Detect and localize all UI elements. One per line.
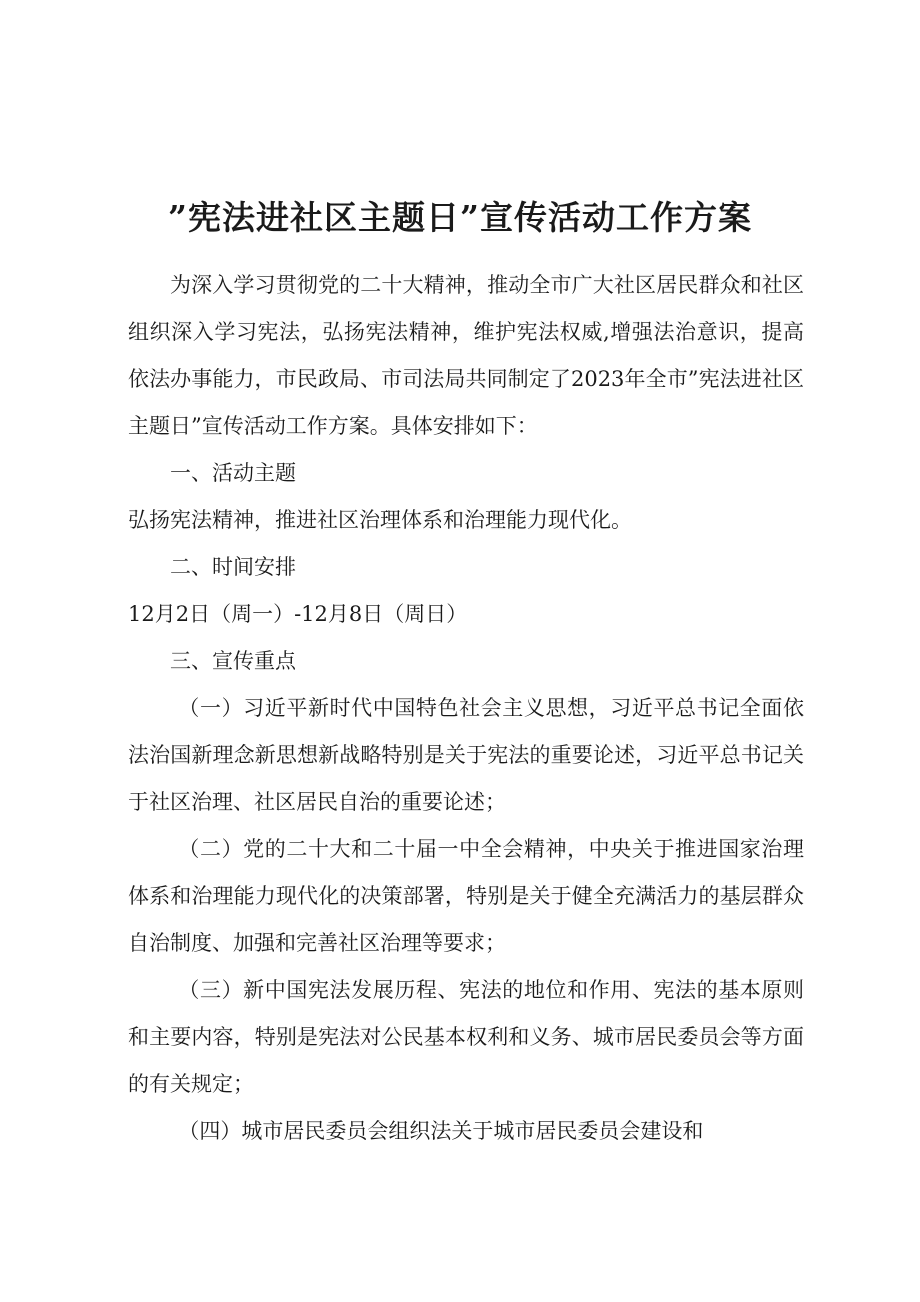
document-body <box>128 262 804 1155</box>
section-content-schedule: 12月2日（周一）-12月8日（周日） <box>128 602 468 626</box>
document-title: ”宪法进社区主题日”宣传活动工作方案 <box>168 198 752 238</box>
intro-paragraph: 为深入学习贯彻党的二十大精神，推动全市广大社区居民群众和社区组织深入学习宪法，弘扬宪法精神，维护宪法权威,增强法治意识，提高依法办事能力，市民政局、市司法局共同制定了2023年全市”宪法进社区主题日”宣传活动工作方案。具体安排如下： <box>128 273 804 438</box>
focus-item-3: （三）新中国宪法发展历程、宪法的地位和作用、宪法的基本原则和主要内容，特别是宪法对公民基本权利和义务、城市居民委员会等方面的有关规定； <box>128 978 804 1096</box>
section-content-theme: 弘扬宪法精神，推进社区治理体系和治理能力现代化。 <box>128 508 632 532</box>
focus-item-1: （一）习近平新时代中国特色社会主义思想，习近平总书记全面依法治国新理念新思想新战略特别是关于宪法的重要论述，习近平总书记关于社区治理、社区居民自治的重要论述； <box>128 696 804 814</box>
section-heading-schedule: 二、时间安排 <box>170 555 296 579</box>
section-heading-theme: 一、活动主题 <box>170 461 296 485</box>
focus-item-4: （四）城市居民委员会组织法关于城市居民委员会建设和 <box>178 1119 704 1143</box>
focus-item-2: （二）党的二十大和二十届一中全会精神，中央关于推进国家治理体系和治理能力现代化的决策部署，特别是关于健全充满活力的基层群众自治制度、加强和完善社区治理等要求； <box>128 837 804 955</box>
section-heading-focus: 三、宣传重点 <box>170 649 296 673</box>
